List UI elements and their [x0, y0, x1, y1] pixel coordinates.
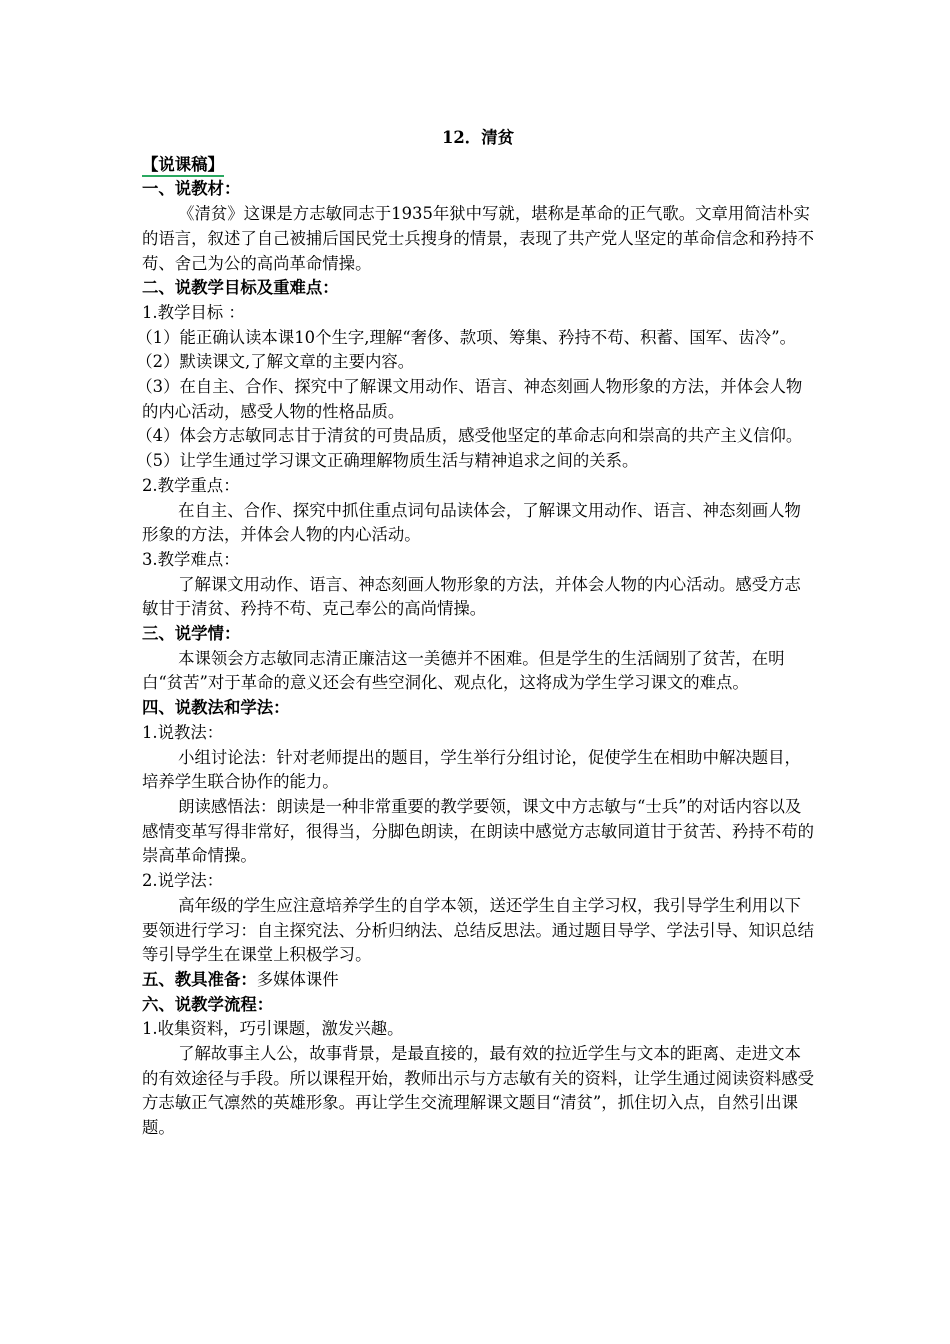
- section-5-heading: [142, 968, 814, 993]
- flow-step-label: 1.收集资料，巧引课题，激发兴趣。: [142, 1019, 404, 1039]
- section-2-heading: 二、说教学目标及重难点：: [142, 278, 339, 298]
- section-6-heading: 六、说教学流程：: [142, 994, 274, 1014]
- difficulties-label: 3.教学难点：: [142, 549, 240, 569]
- difficulties-paragraph: 了解课文用动作、语言、神态刻画人物形象的方法，并体会人物的内心活动。感受方志敏甘于清贫、矜持不苟、克己奉公的高尚情操。: [142, 574, 801, 619]
- goal-item: （2）默读课文,了解文章的主要内容。: [136, 352, 415, 372]
- goal-item: （3）在自主、合作、探究中了解课文用动作、语言、神态刻画人物形象的方法，并体会人物的内心活动，感受人物的性格品质。: [136, 377, 803, 421]
- section-4-heading: 四、说教法和学法：: [142, 698, 290, 718]
- section-5-heading-label: 五、教具准备：: [142, 969, 257, 989]
- goal-item: （4）体会方志敏同志甘于清贫的可贵品质，感受他坚定的革命志向和崇高的共产主义信仰。: [136, 426, 803, 446]
- learning-method-label: 2.说学法：: [142, 871, 224, 891]
- section-3-heading: 三、说学情：: [142, 624, 241, 644]
- section-3-paragraph: 本课领会方志敏同志清正廉洁这一美德并不困难。但是学生的生活阔别了贫苦，在明白“贫苦”对于革命的意义还会有些空洞化、观点化，这将成为学生学习课文的难点。: [142, 648, 785, 693]
- document-page: [136, 126, 815, 1141]
- goal-item: （1）能正确认读本课10个生字,理解“奢侈、款项、筹集、矜持不苟、积蓄、国军、齿冷”。: [136, 327, 796, 347]
- teaching-method-label: 1.说教法：: [142, 722, 224, 742]
- document-title: 12．清贫: [442, 128, 514, 147]
- lecture-tag: 【说课稿】: [142, 155, 224, 177]
- teaching-aids-value: 多媒体课件: [256, 969, 339, 989]
- flow-step-paragraph: 了解故事主人公，故事背景，是最直接的，最有效的拉近学生与文本的距离、走进文本的有效途径与手段。所以课程开始，教师出示与方志敏有关的资料，让学生通过阅读资料感受方志敏正气凛然的英雄形象。再让学生交流理解课文题目“清贫”，抓住切入点，自然引出课题。: [142, 1044, 815, 1138]
- teaching-method-paragraph: 朗读感悟法：朗读是一种非常重要的教学要领，课文中方志敏与“士兵”的对话内容以及感情变革写得非常好，很得当，分脚色朗读，在朗读中感觉方志敏同道甘于贫苦、矜持不苟的崇高革命情操。: [142, 796, 815, 866]
- key-points-paragraph: 在自主、合作、探究中抓住重点词句品读体会，了解课文用动作、语言、神态刻画人物形象的方法，并体会人物的内心活动。: [142, 500, 801, 545]
- goal-item: （5）让学生通过学习课文正确理解物质生活与精神追求之间的关系。: [136, 451, 639, 471]
- section-1-heading: 一、说教材：: [142, 179, 241, 199]
- section-1-paragraph: 《清贫》这课是方志敏同志于1935年狱中写就，堪称是革命的正气歌。文章用简洁朴实的语言，叙述了自己被捕后国民党士兵搜身的情景，表现了共产党人坚定的革命信念和矜持不苟、舍己为公的高尚革命情操。: [142, 204, 815, 273]
- learning-method-paragraph: 高年级的学生应注意培养学生的自学本领，送还学生自主学习权，我引导学生利用以下要领进行学习：自主探究法、分析归纳法、总结反思法。通过题目导学、学法引导、知识总结等引导学生在课堂上积极学习。: [142, 895, 815, 965]
- teaching-method-paragraph: 小组讨论法：针对老师提出的题目，学生举行分组讨论，促使学生在相助中解决题目，培养学生联合协作的能力。: [142, 747, 801, 792]
- key-points-label: 2.教学重点：: [142, 475, 240, 495]
- goals-label: 1.教学目标 ：: [142, 302, 245, 322]
